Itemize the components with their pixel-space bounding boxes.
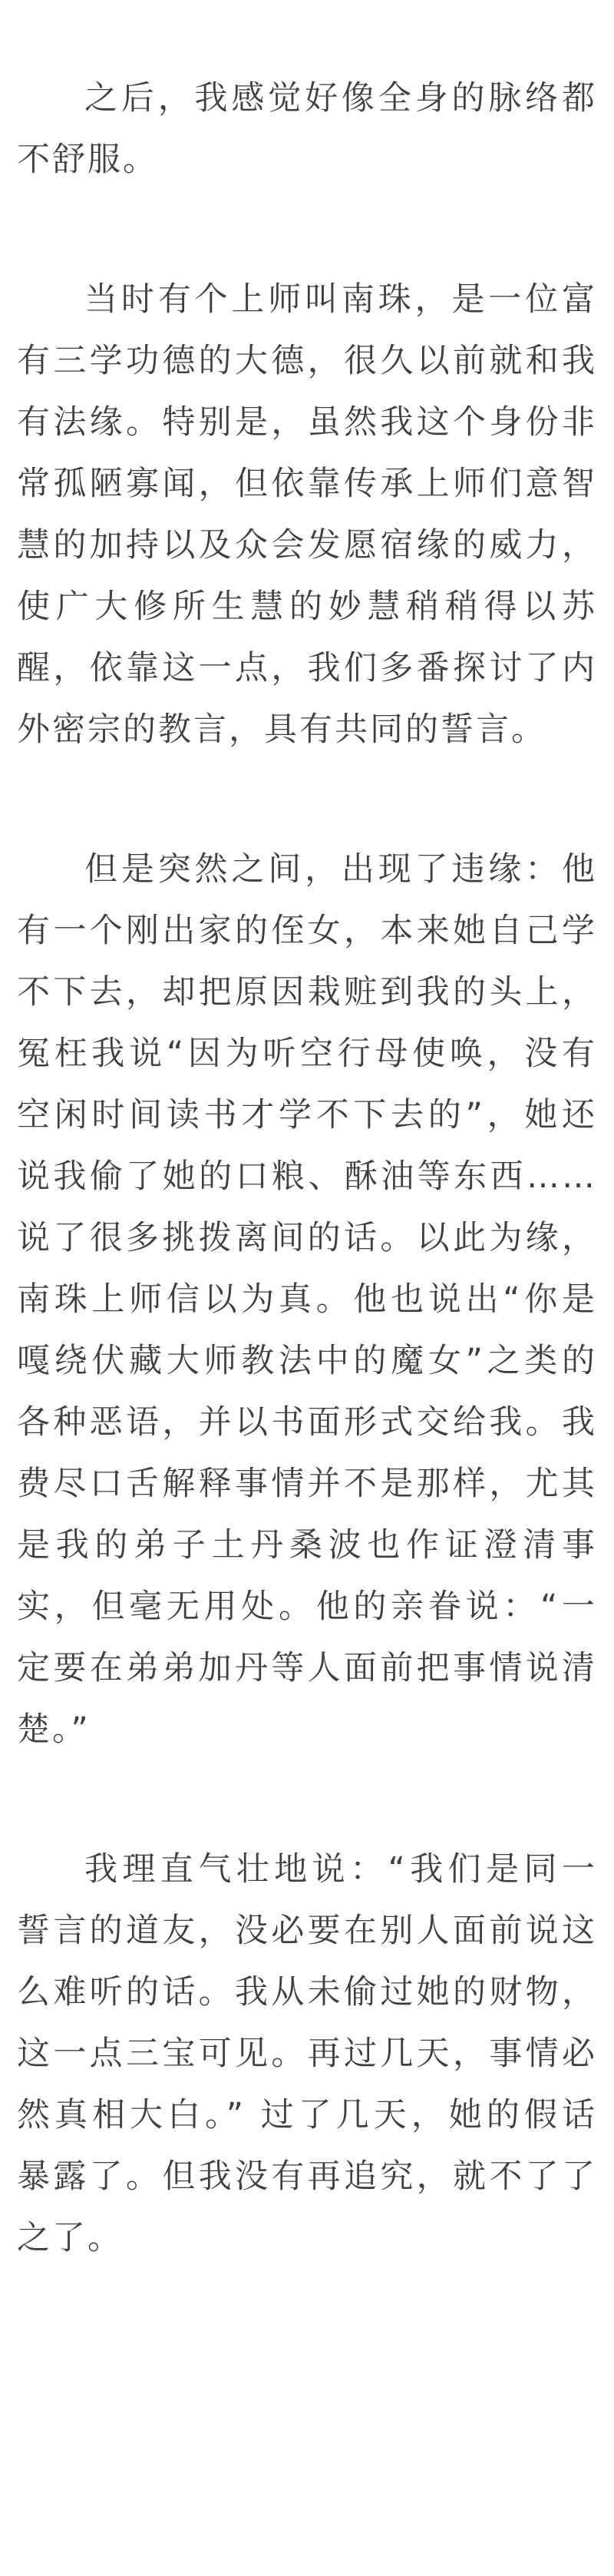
paragraph-4: 我理直气壮地说：“我们是同一誓言的道友，没必要在别人面前说这么难听的话。我从未偷过她的财物，这一点三宝可见。再过几天，事情必然真相大白。” 过了几天，她的假话暴露了。但我没有再追究，就不了了之了。 [17,1850,597,2257]
paragraph-1: 之后，我感觉好像全身的脉络都不舒服。 [17,79,597,179]
paragraph-2: 当时有个上师叫南珠，是一位富有三学功德的大德，很久以前就和我有法缘。特别是，虽然我这个身份非常孤陋寡闻，但依靠传承上师们意智慧的加持以及众会发愿宿缘的威力，使广大修所生慧的妙慧稍稍得以苏醒，依靠这一点，我们多番探讨了内外密宗的教言，具有共同的誓言。 [17,280,597,749]
paragraph-3: 但是突然之间，出现了违缘：他有一个刚出家的侄女，本来她自己学不下去，却把原因栽赃到我的头上，冤枉我说“因为听空行母使唤，没有空闲时间读书才学不下去的”，她还说我偷了她的口粮、酥油等东西……说了很多挑拨离间的话。以此为缘，南珠上师信以为真。他也说出“你是嘎绕伏藏大师教法中的魔女”之类的各种恶语，并以书面形式交给我。我费尽口舌解释事情并不是那样，尤其是我的弟子土丹桑波也作证澄清事实，但毫无用处。他的亲眷说：“一定要在弟弟加丹等人面前把事情说清楚。” [17,850,597,1749]
